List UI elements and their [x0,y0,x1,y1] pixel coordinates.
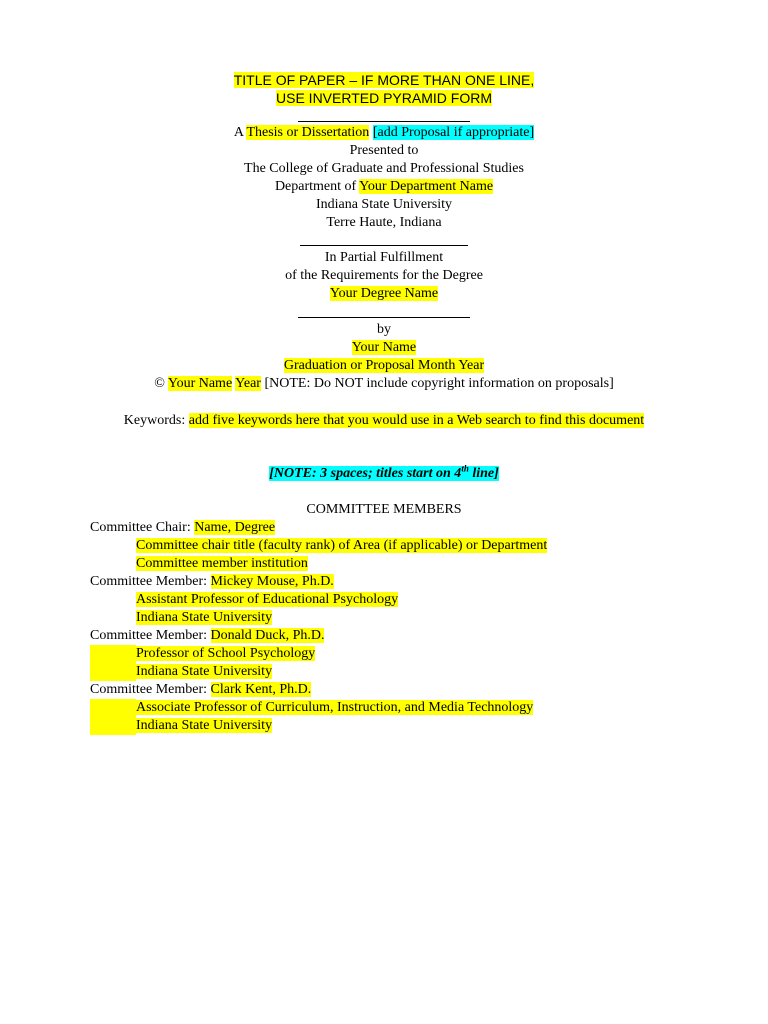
thesis-type: Thesis or Dissertation [246,125,370,140]
divider-rule-1 [298,121,470,122]
member-institution: Indiana State University [136,718,273,733]
member-institution-line [136,609,272,627]
proposal-note: [add Proposal if appropriate] [372,125,535,140]
chair-label: Committee Chair: [90,520,195,535]
spacing-note-end: line] [468,466,499,481]
divider-rule-3 [298,317,470,318]
highlight-indent [90,699,136,717]
presented-to: Presented to [349,143,419,158]
committee-member-line [90,627,324,645]
department-name: Your Department Name [359,179,494,194]
member-name: Mickey Mouse, Ph.D. [210,574,334,589]
member-institution: Indiana State University [136,664,273,679]
member-label: Committee Member: [90,628,211,643]
degree-line [0,285,768,303]
member-title: Associate Professor of Curriculum, Instruction, and Media Technology [136,700,534,715]
title-text-1: TITLE OF PAPER – IF MORE THAN ONE LINE, [233,72,535,88]
keywords-line [0,412,768,430]
thesis-line [0,124,768,142]
college-name: The College of Graduate and Professional Studies [244,161,524,176]
department-line [0,178,768,196]
fulfillment-line-2: of the Requirements for the Degree [285,268,483,283]
copyright-note: [NOTE: Do NOT include copyright information on proposals] [260,376,614,391]
spacing-note-line [0,465,768,483]
chair-institution-line [136,555,308,573]
university-name: Indiana State University [315,197,453,212]
copyright-name: Your Name [167,376,233,391]
chair-title: Committee chair title (faculty rank) of Area (if applicable) or Department [136,538,548,553]
spacing-note-text: [NOTE: 3 spaces; titles start on 4 [269,466,462,481]
member-title: Professor of School Psychology [136,646,316,661]
divider-rule-2 [300,245,468,246]
committee-member-line [90,681,311,699]
by-line: by [377,322,391,337]
date-line [0,357,768,375]
title-line-2 [0,89,768,107]
member-title: Assistant Professor of Educational Psychology [136,592,399,607]
title-line-1 [0,71,768,89]
committee-chair-line [90,519,275,537]
member-title-line [136,645,315,663]
member-institution-line [136,663,272,681]
graduation-date: Graduation or Proposal Month Year [283,358,485,373]
degree-name: Your Degree Name [329,286,439,301]
title-text-2: USE INVERTED PYRAMID FORM [276,90,492,106]
copyright-line [0,375,768,393]
member-label: Committee Member: [90,574,211,589]
highlight-indent [90,645,136,663]
member-title-line [136,591,398,609]
member-name: Clark Kent, Ph.D. [210,682,312,697]
member-title-line [136,699,533,717]
copyright-year: Year [235,376,261,391]
highlight-indent [90,717,136,735]
member-name: Donald Duck, Ph.D. [210,628,325,643]
chair-institution: Committee member institution [136,556,308,571]
committee-heading: COMMITTEE MEMBERS [306,502,462,517]
member-institution-line [136,717,272,735]
author-name: Your Name [351,340,417,355]
chair-title-line [136,537,547,555]
chair-name: Name, Degree [194,520,276,535]
thesis-prefix: A [233,125,247,140]
keywords-label: Keywords: [123,413,189,428]
spacing-note-superscript: th [461,463,469,474]
member-label: Committee Member: [90,682,211,697]
member-institution: Indiana State University [136,610,273,625]
committee-member-line [90,573,334,591]
department-prefix: Department of [274,179,360,194]
city-name: Terre Haute, Indiana [326,215,442,230]
fulfillment-line-1: In Partial Fulfillment [324,250,444,265]
author-line [0,339,768,357]
spacing-note [269,463,499,481]
copyright-symbol: © [154,376,168,391]
keywords-text: add five keywords here that you would use in a Web search to find this document [188,413,645,428]
highlight-indent [90,663,136,681]
